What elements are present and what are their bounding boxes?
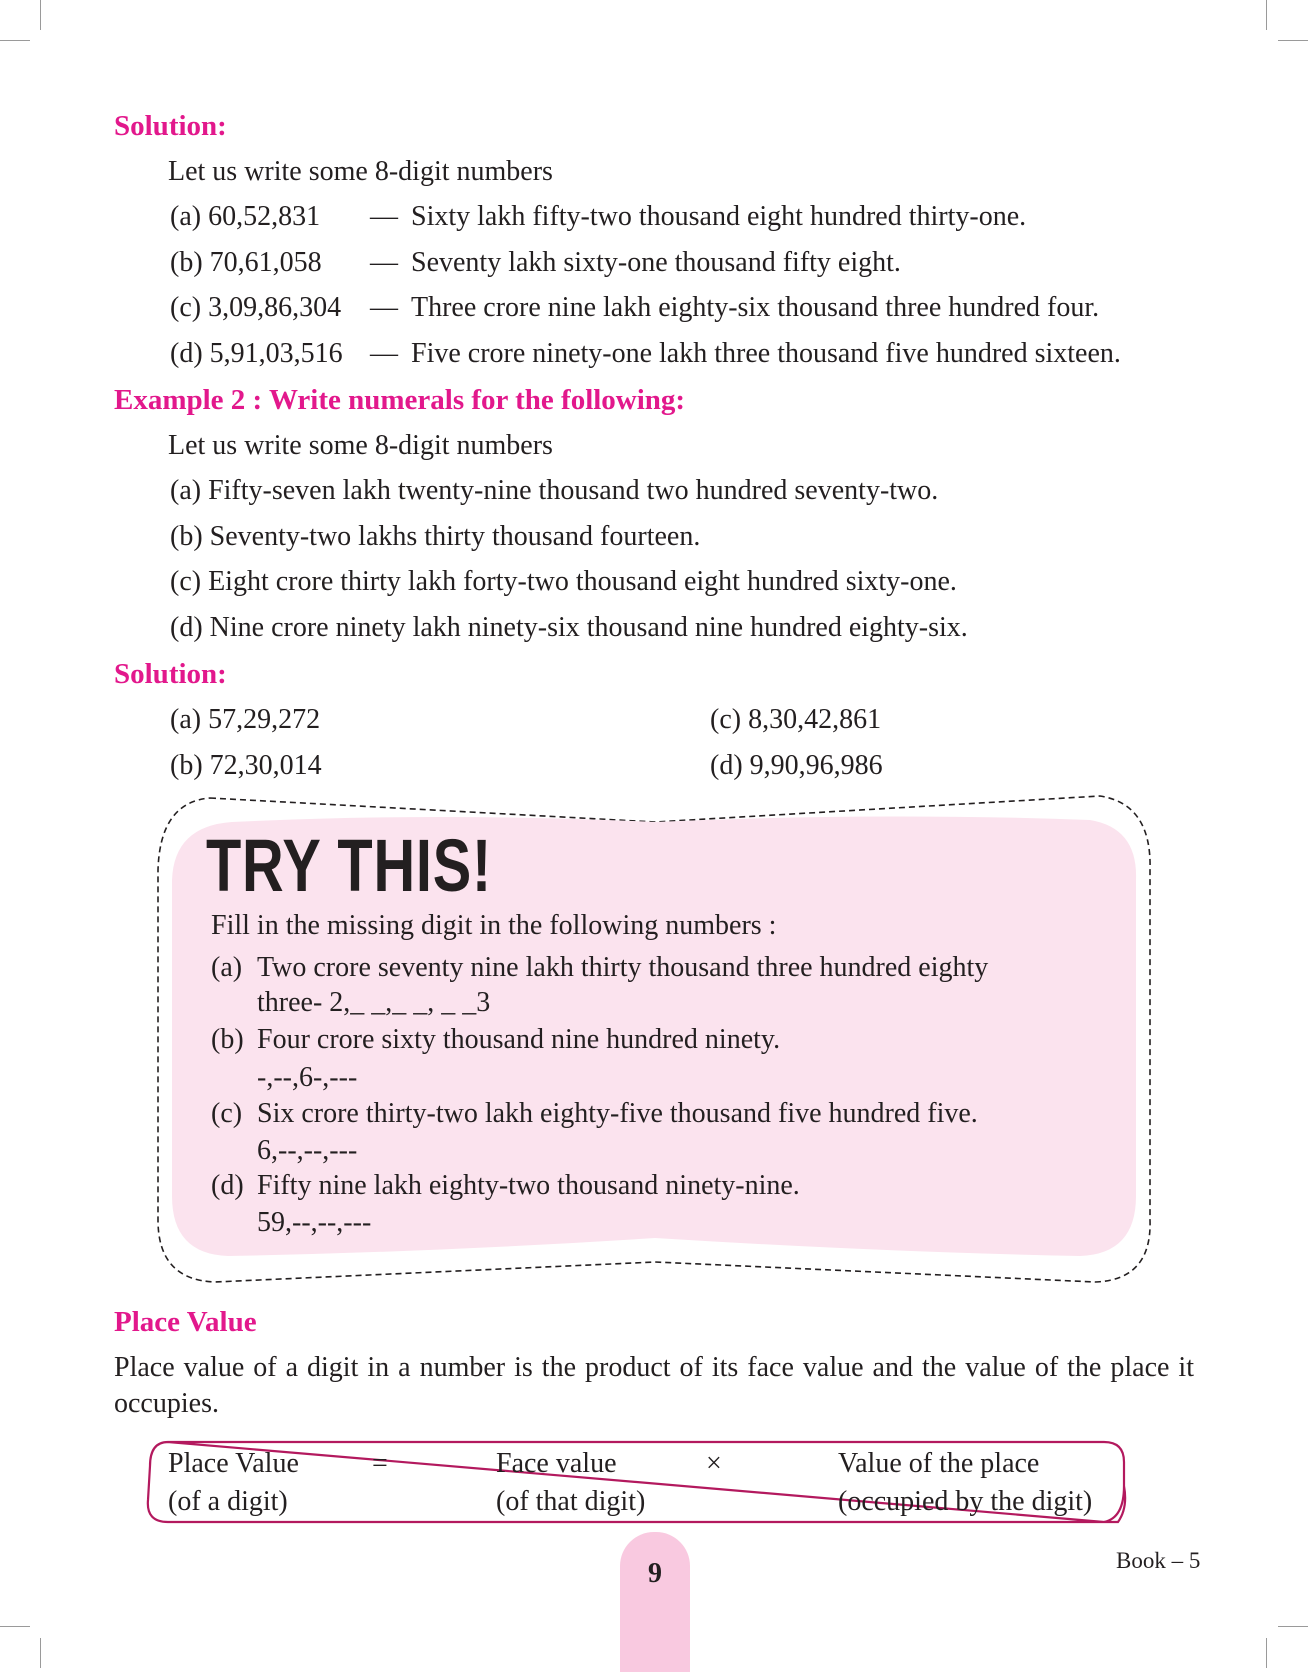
numeral: (b) 70,61,058 — [170, 247, 322, 278]
example-heading: Example 2 : Write numerals for the following: — [114, 384, 686, 416]
em-dash: — — [370, 292, 398, 323]
formula-place-worth-note: (occupied by the digit) — [838, 1486, 1093, 1517]
item-answer-blank: 6,--,--,--- — [257, 1135, 358, 1166]
solution-heading: Solution: — [114, 110, 227, 142]
number-in-words: Five crore ninety-one lakh three thousand five hundred sixteen. — [411, 338, 1121, 369]
place-value-heading: Place Value — [114, 1306, 257, 1338]
example-item: (d) Nine crore ninety lakh ninety-six thousand nine hundred eighty-six. — [170, 612, 968, 643]
page-number-tab — [620, 1532, 690, 1672]
item-text: Six crore thirty-two lakh eighty-five thousand five hundred five. — [257, 1098, 978, 1129]
formula-equals: = — [372, 1448, 388, 1479]
example-item: (a) Fifty-seven lakh twenty-nine thousand two hundred seventy-two. — [170, 475, 939, 506]
numeral: (a) 60,52,831 — [170, 201, 321, 232]
try-this-instruction: Fill in the missing digit in the following numbers : — [211, 910, 777, 941]
item-answer-blank: -,--,6-,--- — [257, 1062, 358, 1093]
item-text: Fifty nine lakh eighty-two thousand ninety-nine. — [257, 1170, 800, 1201]
answer-item: (c) 8,30,42,861 — [710, 704, 882, 735]
number-in-words: Three crore nine lakh eighty-six thousand three hundred four. — [411, 292, 1100, 323]
book-label: Book – 5 — [1116, 1548, 1201, 1573]
number-in-words: Sixty lakh fifty-two thousand eight hundred thirty-one. — [411, 201, 1027, 232]
item-label: (d) — [211, 1170, 244, 1201]
numeral: (c) 3,09,86,304 — [170, 292, 342, 323]
item-label: (b) — [211, 1024, 244, 1055]
numeral: (d) 5,91,03,516 — [170, 338, 343, 369]
formula-place-value: Place Value — [168, 1448, 299, 1479]
try-this-title: TRY THIS! — [206, 824, 493, 907]
item-text: Four crore sixty thousand nine hundred ninety. — [257, 1024, 781, 1055]
formula-face-value-note: (of that digit) — [496, 1486, 646, 1517]
page-number: 9 — [648, 1558, 662, 1589]
answer-item: (a) 57,29,272 — [170, 704, 321, 735]
em-dash: — — [370, 247, 398, 278]
item-label: (a) — [211, 952, 243, 983]
example-item: (b) Seventy-two lakhs thirty thousand fourteen. — [170, 521, 701, 552]
number-in-words: Seventy lakh sixty-one thousand fifty eight. — [411, 247, 901, 278]
item-text: Two crore seventy nine lakh thirty thousand three hundred eighty — [257, 952, 989, 983]
item-answer-blank: three- 2,_ _,_ _, _ _3 — [257, 987, 491, 1018]
formula-place-worth: Value of the place — [838, 1448, 1040, 1479]
formula-face-value: Face value — [496, 1448, 617, 1479]
em-dash: — — [370, 338, 398, 369]
formula-place-value-note: (of a digit) — [168, 1486, 288, 1517]
answer-item: (d) 9,90,96,986 — [710, 750, 883, 781]
solution-heading: Solution: — [114, 658, 227, 690]
em-dash: — — [370, 201, 398, 232]
example-item: (c) Eight crore thirty lakh forty-two thousand eight hundred sixty-one. — [170, 566, 957, 597]
answer-item: (b) 72,30,014 — [170, 750, 322, 781]
solution-intro: Let us write some 8-digit numbers — [168, 156, 553, 187]
item-answer-blank: 59,--,--,--- — [257, 1207, 372, 1238]
item-label: (c) — [211, 1098, 243, 1129]
formula-times: × — [706, 1448, 722, 1479]
place-value-definition: Place value of a digit in a number is the product of its face value and the value of the place it occupies. — [114, 1352, 1194, 1419]
example-intro: Let us write some 8-digit numbers — [168, 430, 553, 461]
